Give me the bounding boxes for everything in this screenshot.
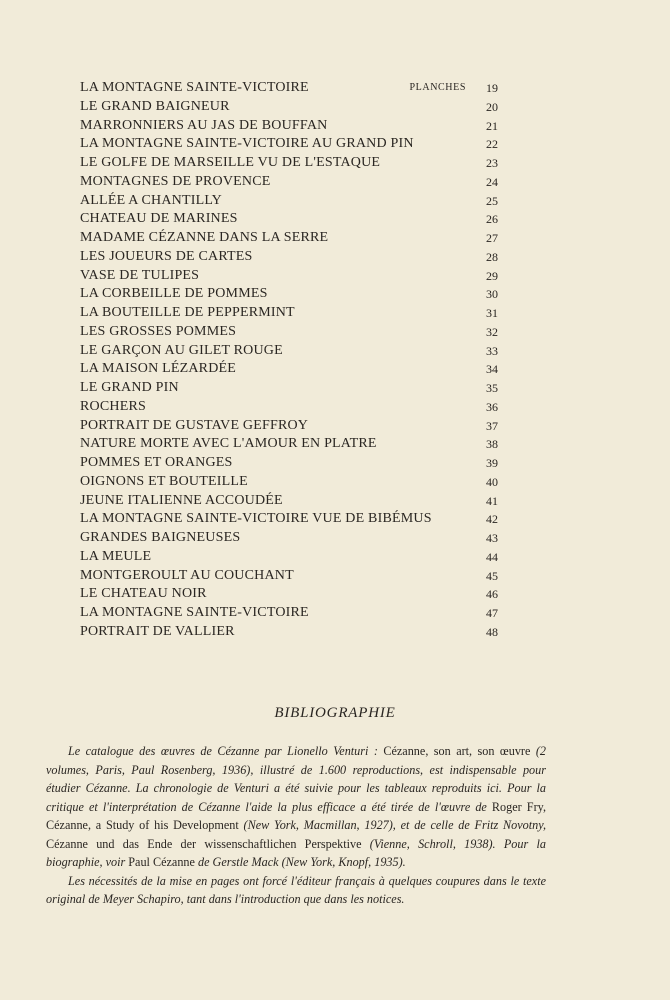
plate-title: LA MAISON LÉZARDÉE	[80, 361, 237, 377]
plate-title: PORTRAIT DE VALLIER	[80, 623, 235, 639]
plate-row	[80, 492, 500, 511]
plate-number: 24	[486, 174, 498, 189]
plate-title: MONTAGNES DE PROVENCE	[80, 173, 271, 189]
plate-title: PORTRAIT DE GUSTAVE GEFFROY	[80, 417, 309, 433]
plate-title: LE GARÇON AU GILET ROUGE	[80, 342, 283, 358]
plate-title: MARRONNIERS AU JAS DE BOUFFAN	[80, 117, 328, 133]
plate-title: JEUNE ITALIENNE ACCOUDÉE	[80, 492, 283, 508]
plate-number: 48	[486, 624, 498, 639]
bibliography-note: Les nécessités de la mise en pages ont forcé l'éditeur français à quelques coupures dans le texte original de Meyer Schapiro, tant dans l'introduction que dans les notices.	[46, 873, 546, 906]
plate-row	[80, 135, 500, 154]
plate-title: LE GRAND BAIGNEUR	[80, 98, 230, 114]
plate-number: 46	[486, 587, 498, 602]
plate-row	[80, 510, 500, 529]
plate-title: LE GRAND PIN	[80, 380, 179, 395]
plate-row	[80, 567, 500, 586]
plate-title: MONTGEROULT AU COUCHANT	[80, 567, 294, 583]
plate-row	[80, 323, 500, 342]
plate-title: LE GOLFE DE MARSEILLE VU DE L'ESTAQUE	[80, 155, 381, 170]
plate-title: NATURE MORTE AVEC L'AMOUR EN PLATRE	[80, 436, 377, 452]
plate-row	[80, 473, 500, 492]
plate-title: LE CHATEAU NOIR	[80, 586, 207, 602]
plate-number: 20	[486, 99, 498, 114]
plate-title: MADAME CÉZANNE DANS LA SERRE	[80, 230, 329, 245]
plate-row	[80, 192, 500, 211]
bibliography-segment: de Gerstle Mack (New York, Knopf, 1935).	[197, 855, 406, 869]
plate-number: 28	[486, 249, 498, 264]
plate-number: 41	[486, 493, 498, 508]
plate-number: 33	[486, 343, 498, 358]
bibliography-text	[46, 742, 546, 909]
plate-title: ALLÉE A CHANTILLY	[80, 192, 222, 208]
plate-row	[80, 285, 500, 304]
plate-row	[80, 210, 500, 229]
bibliography-segment: (New York, Macmillan, 1927), et de celle de Fritz Novotny,	[243, 818, 546, 832]
plate-number: 42	[486, 512, 498, 527]
plate-number: 31	[486, 306, 498, 320]
plate-row	[80, 117, 500, 136]
bibliography-segment: Paul Cézanne	[128, 855, 198, 869]
plate-title: VASE DE TULIPES	[80, 267, 200, 283]
plate-title: GRANDES BAIGNEUSES	[80, 530, 241, 545]
plate-number: 39	[486, 456, 498, 470]
plate-row	[80, 529, 500, 548]
plate-row	[80, 417, 500, 436]
plate-number: 19	[486, 81, 498, 95]
plate-title: CHATEAU DE MARINES	[80, 211, 238, 227]
plate-title: LES JOUEURS DE CARTES	[80, 248, 253, 264]
bibliography-heading: BIBLIOGRAPHIE	[274, 705, 396, 721]
plate-number: 21	[486, 118, 498, 133]
plate-number: 43	[486, 531, 498, 545]
plate-row	[80, 154, 500, 173]
plate-row	[80, 98, 500, 117]
plate-row	[80, 398, 500, 417]
plate-number: 26	[486, 212, 498, 227]
plate-title: LES GROSSES POMMES	[80, 323, 237, 339]
plate-row	[80, 173, 500, 192]
plate-number: 45	[486, 568, 498, 583]
plate-row	[80, 229, 500, 248]
plate-number: 34	[486, 362, 498, 377]
plate-number: 38	[486, 437, 498, 452]
plate-title: LA BOUTEILLE DE PEPPERMINT	[80, 305, 295, 320]
plate-number: 35	[486, 381, 498, 395]
plate-number: 44	[486, 549, 498, 564]
plate-number: 30	[486, 287, 498, 302]
plate-title: POMMES ET ORANGES	[80, 455, 233, 470]
bibliography-segment: Cézanne und das Ende der wissenschaftlichen Perspektive	[46, 836, 370, 851]
plate-row	[80, 342, 500, 361]
bibliography-segment: Roger Fry,	[491, 799, 546, 814]
plate-number: 40	[486, 474, 498, 489]
bibliography-segment: (Vienne, Schroll, 1938). Pour la biographie, voir	[46, 836, 546, 869]
bibliography-segment: Cézanne, son art, son œuvre	[383, 744, 536, 758]
bibliography-segment: Le catalogue des œuvres de Cézanne par Lionello Venturi :	[68, 744, 384, 758]
plate-row	[80, 267, 500, 286]
plate-row	[80, 304, 500, 323]
plate-title: LA MONTAGNE SAINTE-VICTOIRE AU GRAND PIN	[80, 136, 414, 152]
plate-number: 32	[486, 324, 498, 339]
plate-title: OIGNONS ET BOUTEILLE	[80, 473, 248, 489]
plate-number: 29	[486, 268, 498, 283]
plate-number: 36	[486, 399, 498, 414]
plate-number: 25	[486, 193, 498, 208]
plate-title: LA MONTAGNE SAINTE-VICTOIRE	[80, 80, 309, 95]
plate-number: 47	[486, 606, 498, 620]
plate-row	[80, 623, 500, 642]
plate-row	[80, 604, 500, 623]
planches-label: PLANCHES	[409, 82, 466, 93]
plate-number: 23	[486, 156, 498, 170]
plate-row	[80, 360, 500, 379]
plate-number: 27	[486, 231, 498, 245]
bibliography-segment: (2 volumes, Paris, Paul Rosenberg, 1936), illustré de 1.600 reproductions, est indispensable pour étudier Cézanne. La chronologie de Venturi a été suivie pour les tableaux reproduits ici. Pour la critique et l'interprétation de Cézanne l'aide la plus efficace a été tirée de l'œuvre de	[46, 744, 546, 814]
plate-title: LA CORBEILLE DE POMMES	[80, 286, 268, 302]
bibliography-segment: Cézanne, a Study of his Development	[46, 818, 244, 832]
bibliography-paragraph	[46, 742, 546, 872]
plate-title: LA MONTAGNE SAINTE-VICTOIRE VUE DE BIBÉMUS	[80, 511, 432, 527]
plate-row	[80, 379, 500, 398]
plates-list	[80, 79, 500, 642]
plate-row	[80, 585, 500, 604]
plate-row	[80, 79, 500, 98]
plate-number: 22	[486, 137, 498, 152]
plate-row	[80, 454, 500, 473]
plate-title: ROCHERS	[80, 398, 146, 414]
plate-number: 37	[486, 418, 498, 433]
plate-row	[80, 248, 500, 267]
plate-row	[80, 435, 500, 454]
plate-title: LA MEULE	[80, 548, 152, 564]
plate-row	[80, 548, 500, 567]
plate-title: LA MONTAGNE SAINTE-VICTOIRE	[80, 605, 309, 620]
